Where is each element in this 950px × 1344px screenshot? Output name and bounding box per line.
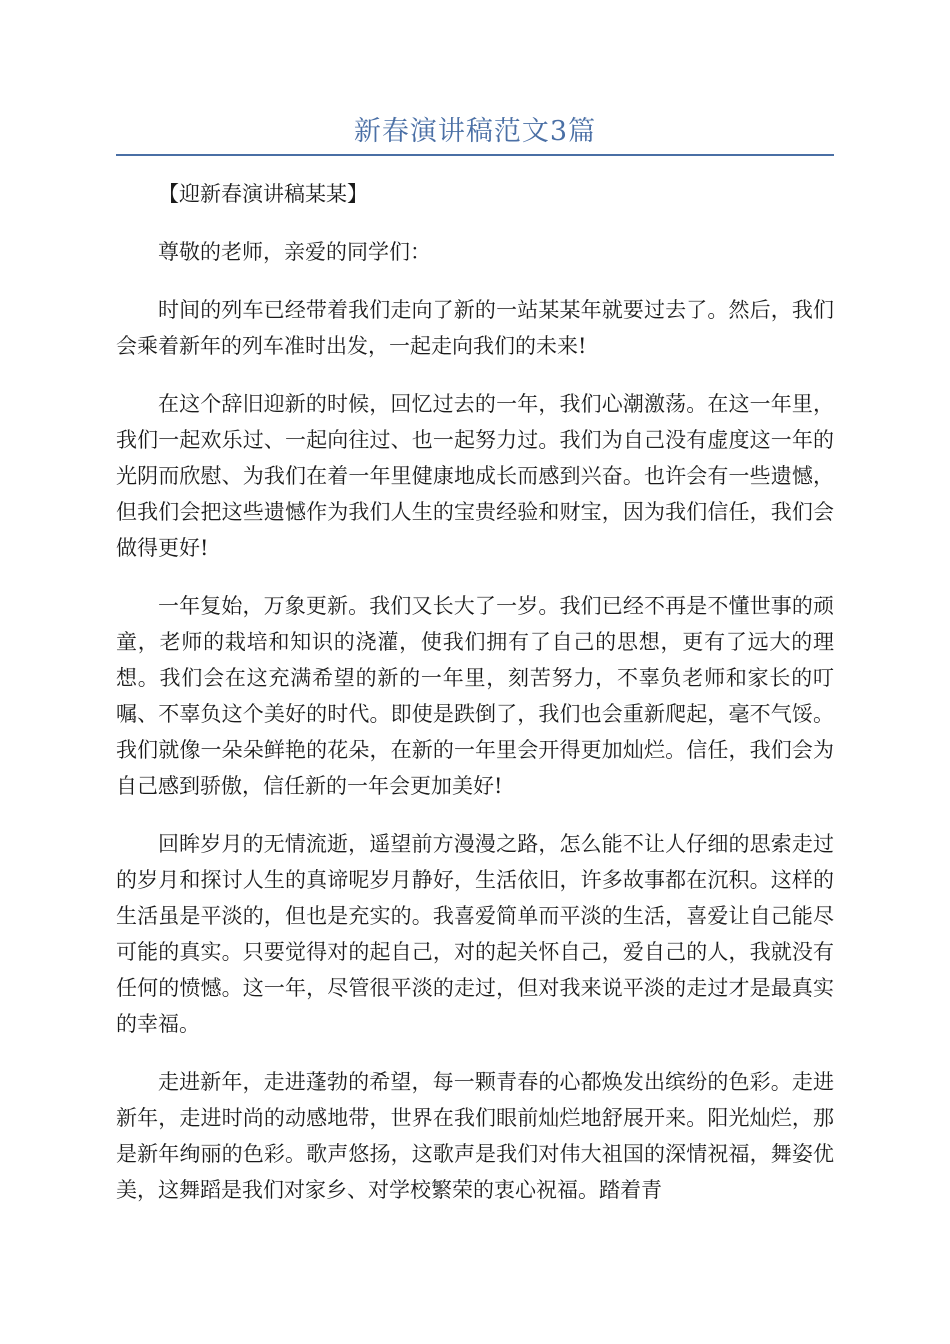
body-paragraph: 在这个辞旧迎新的时候，回忆过去的一年，我们心潮激荡。在这一年里，我们一起欢乐过、一起向往过、也一起努力过。我们为自己没有虚度这一年的光阴而欣慰、为我们在着一年里健康地成长而感到兴奋。也许会有一些遗憾，但我们会把这些遗憾作为我们人生的宝贵经验和财宝，因为我们信任，我们会做得更好! bbox=[116, 392, 834, 560]
body-paragraph: 一年复始，万象更新。我们又长大了一岁。我们已经不再是不懂世事的顽童，老师的栽培和知识的浇灌，使我们拥有了自己的思想，更有了远大的理想。我们会在这充满希望的新的一年里，刻苦努力，不辜负老师和家长的叮嘱、不辜负这个美好的时代。即使是跌倒了，我们也会重新爬起，毫不气馁。我们就像一朵朵鲜艳的花朵，在新的一年里会开得更加灿烂。信任，我们会为自己感到骄傲，信任新的一年会更加美好! bbox=[116, 594, 834, 798]
section-heading: 【迎新春演讲稿某某】 bbox=[158, 182, 368, 206]
body-paragraph: 时间的列车已经带着我们走向了新的一站某某年就要过去了。然后，我们会乘着新年的列车准时出发，一起走向我们的未来! bbox=[116, 298, 834, 358]
greeting-paragraph: 尊敬的老师，亲爱的同学们： bbox=[158, 240, 431, 264]
body-paragraph: 回眸岁月的无情流逝，遥望前方漫漫之路，怎么能不让人仔细的思索走过的岁月和探讨人生的真谛呢岁月静好，生活依旧，许多故事都在沉积。这样的生活虽是平淡的，但也是充实的。我喜爱简单而平淡的生活，喜爱让自己能尽可能的真实。只要觉得对的起自己，对的起关怀自己，爱自己的人，我就没有任何的愤憾。这一年，尽管很平淡的走过，但对我来说平淡的走过才是最真实的幸福。 bbox=[116, 832, 834, 1036]
document-body bbox=[116, 176, 834, 1230]
document-title: 新春演讲稿范文3篇 bbox=[353, 116, 597, 147]
body-paragraph: 走进新年，走进蓬勃的希望，每一颗青春的心都焕发出缤纷的色彩。走进新年，走进时尚的动感地带，世界在我们眼前灿烂地舒展开来。阳光灿烂，那是新年绚丽的色彩。歌声悠扬，这歌声是我们对伟大祖国的深情祝福，舞姿优美，这舞蹈是我们对家乡、对学校繁荣的衷心祝福。踏着青 bbox=[116, 1070, 834, 1202]
title-underline bbox=[116, 154, 834, 156]
